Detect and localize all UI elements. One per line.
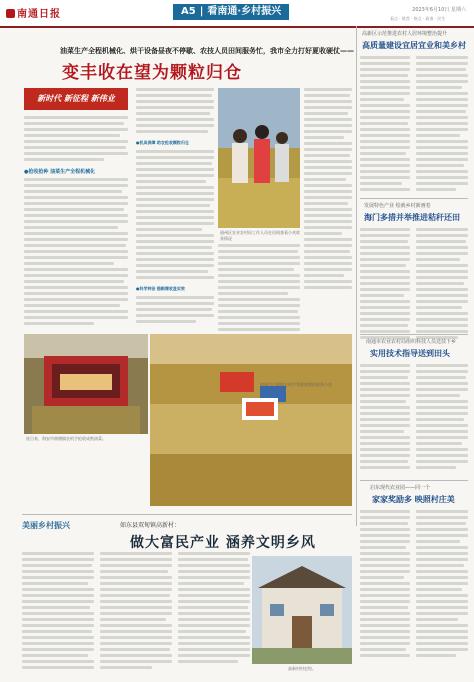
bottom-photo-caption: 高新村村史馆。 — [288, 666, 316, 671]
story2-kicker: 发展特色产业 绘就乡村新画卷 — [364, 203, 431, 209]
logo-text: 南通日报 — [17, 9, 61, 20]
bottom-headline: 做大富民产业 涵养文明乡风 — [130, 535, 316, 551]
lead-right-column-b — [304, 88, 352, 368]
field-inspection-photo — [218, 88, 300, 228]
story3-body — [360, 364, 468, 484]
right-column-rule — [356, 26, 357, 526]
logo-icon — [6, 9, 15, 18]
subhead-1: ●抢收抢种 油菜生产全程机械化 — [24, 169, 96, 175]
bottom-section-rule — [22, 514, 352, 515]
page-section-title: 看南通·乡村振兴 — [207, 6, 282, 17]
village-hall-photo — [252, 556, 352, 664]
lead-center-column — [136, 88, 214, 338]
story3-title: 实用技术指导送到田头 — [370, 349, 450, 358]
story-divider-1 — [360, 198, 468, 199]
subhead-3: ●科学种田 稳粮增收显实效 — [136, 286, 185, 291]
bottom-section-label: 美丽乡村振兴 — [22, 521, 70, 530]
lead-kicker: 油菜生产全程机械化、烘干设备昼夜不停歇、农技人员田间服务忙，我市全力打好夏收硬仗—— — [60, 47, 354, 55]
lead-headline: 变丰收在望为颗粒归仓 — [62, 63, 242, 83]
aerial-harvest-photo — [150, 334, 352, 506]
story4-title: 家家奖励多 映照村庄美 — [372, 495, 455, 504]
page-tag-separator: | — [199, 6, 204, 17]
masthead-nav[interactable]: 看点 · 推荐 · 热点 · 政务 · 民生 — [390, 16, 446, 21]
story2-title: 海门多措并举推进秸秆还田 — [364, 213, 460, 222]
issue-date: 2023年6月10日 星期六 — [412, 7, 466, 13]
campaign-banner: 新时代 新征程 新伟业 — [24, 88, 128, 110]
page-section-tag — [173, 4, 289, 20]
photo1-caption: 连日来，海安市曲塘镇农机手抢收成熟油菜。 — [26, 436, 106, 441]
story1-kicker: 高新区示范推进农村人居环境整治提升 — [362, 31, 448, 37]
story1-body — [360, 56, 468, 202]
newspaper-logo — [6, 5, 61, 20]
harvest-truck-photo — [24, 334, 148, 434]
page-number: A5 — [181, 6, 196, 17]
story4-kicker: 启东现代农业园——同一个 — [370, 485, 431, 491]
story-divider-2 — [360, 334, 468, 335]
bottom-kicker: 如东县双甸镇高新村： — [120, 522, 181, 529]
story3-kicker: 南通市农业农村局组织科技人员送技下乡 — [366, 339, 457, 345]
story4-body — [360, 510, 468, 676]
story-divider-3 — [360, 480, 468, 481]
photo3-caption: 如皋市白蒲镇农机手驾驶收割机收获小麦 — [260, 382, 332, 387]
story1-title: 高质量建设宜居宜业和美乡村 — [362, 41, 466, 50]
subhead-2: ●机具保障 助农抢收颗粒归仓 — [136, 140, 189, 145]
photo2-caption: 通州区农业农村局工作人员在田间查看小麦收获情况 — [220, 230, 300, 241]
